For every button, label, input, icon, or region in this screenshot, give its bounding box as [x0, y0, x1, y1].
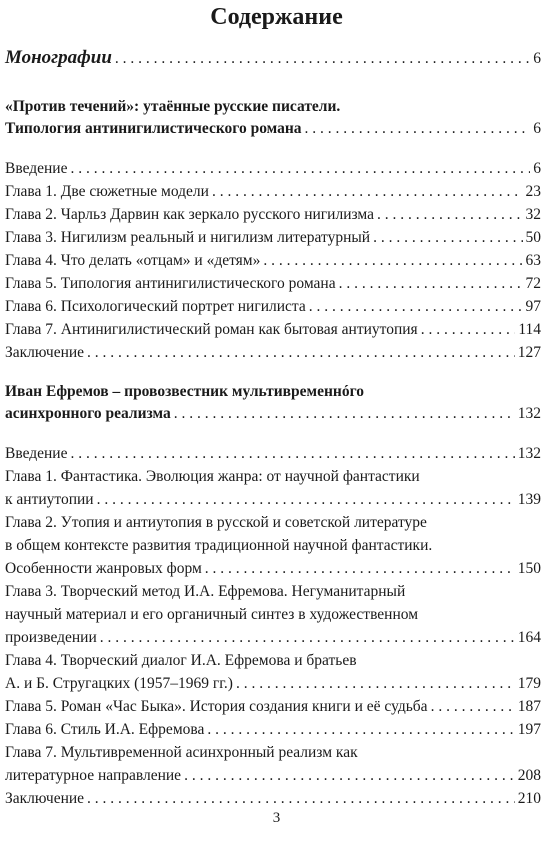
page-title: Содержание [210, 4, 343, 30]
toc-entry-text: Особенности жанровых форм [5, 560, 202, 577]
leader-dots [305, 119, 531, 139]
leader-dots [100, 628, 515, 648]
toc-entry-text: литературное направление [5, 767, 182, 784]
leader-dots [115, 49, 530, 69]
toc-page-number: 6 [533, 50, 541, 67]
toc-page-number: 6 [533, 160, 541, 177]
toc-entry [5, 159, 541, 179]
toc-section-monographs [5, 48, 541, 69]
toc-entry-text: Заключение [5, 344, 85, 361]
leader-dots [431, 697, 515, 717]
toc-page-number: 23 [525, 183, 541, 200]
toc-entry-text: Глава 1. Две сюжетные модели [5, 183, 209, 200]
leader-dots [263, 251, 522, 271]
toc-entry [5, 559, 541, 579]
monograph-1-heading-line1: «Против течений»: утаённые русские писатели. [5, 98, 341, 115]
leader-dots [97, 490, 515, 510]
toc-entry-text: к антиутопии [5, 491, 94, 508]
leader-dots [70, 444, 514, 464]
monograph-2-heading-line1: Иван Ефремов – провозвестник мультивременнóго [5, 383, 364, 400]
leader-dots [373, 228, 522, 248]
toc-page-number: 187 [517, 698, 541, 715]
leader-dots [236, 674, 515, 694]
leader-dots [87, 789, 515, 809]
toc-entry-text: Глава 4. Что делать «отцам» и «детям» [5, 252, 261, 269]
leader-dots [309, 297, 523, 317]
toc-entry-text: произведении [5, 629, 97, 646]
leader-dots [339, 274, 523, 294]
leader-dots [207, 720, 514, 740]
toc-entry [5, 205, 541, 225]
toc-entry-line: Глава 7. Мультивременной асинхронный реализм как [5, 744, 358, 761]
toc-section-label: Монографии [5, 47, 112, 68]
toc-entry-text: Глава 2. Чарльз Дарвин как зеркало русского нигилизма [5, 206, 374, 223]
toc-page-number: 132 [517, 445, 541, 462]
toc-entry [5, 789, 541, 809]
toc-entry-text: Глава 5. Типология антинигилистического романа [5, 275, 336, 292]
leader-dots [421, 320, 516, 340]
toc-entry-text: Глава 3. Нигилизм реальный и нигилизм литературный [5, 229, 371, 246]
toc-heading-text: асинхронного реализма [5, 405, 171, 422]
toc-page-number: 208 [517, 767, 541, 784]
leader-dots [70, 159, 530, 179]
leader-dots [377, 205, 523, 225]
monograph-2-heading [5, 404, 541, 424]
toc-page-number: 132 [517, 405, 541, 422]
toc-page-number: 63 [525, 252, 541, 269]
toc-entry-line: в общем контексте развития традиционной научной фантастики. [5, 537, 433, 554]
toc-page-number: 150 [517, 560, 541, 577]
toc-page-number: 164 [517, 629, 541, 646]
toc-page-number: 179 [517, 675, 541, 692]
toc-page-number: 72 [525, 275, 541, 292]
toc-entry-line: Глава 1. Фантастика. Эволюция жанра: от научной фантастики [5, 468, 420, 485]
toc-entry [5, 490, 541, 510]
toc-entry [5, 444, 541, 464]
leader-dots [174, 404, 515, 424]
toc-entry [5, 297, 541, 317]
toc-entry-text: Введение [5, 445, 68, 462]
leader-dots [212, 182, 523, 202]
toc-entry [5, 274, 541, 294]
toc-entry [5, 674, 541, 694]
toc-entry [5, 720, 541, 740]
toc-page-number: 210 [517, 790, 541, 807]
leader-dots [205, 559, 515, 579]
toc-page-number: 6 [533, 120, 541, 137]
toc-page-number: 139 [517, 491, 541, 508]
toc-page-number: 114 [518, 321, 541, 338]
toc-page-number: 97 [525, 298, 541, 315]
page-footer-number: 3 [272, 810, 281, 826]
toc-entry-line: Глава 2. Утопия и антиутопия в русской и советской литературе [5, 514, 427, 531]
toc-entry-text: Глава 5. Роман «Час Быка». История создания книги и её судьба [5, 698, 428, 715]
toc-entry-text: Глава 6. Психологический портрет нигилиста [5, 298, 306, 315]
toc-entry-text: Глава 6. Стиль И.А. Ефремова [5, 721, 205, 738]
toc-heading-text: Типология антинигилистического романа [5, 120, 302, 137]
toc-entry-text: Заключение [5, 790, 85, 807]
monograph-1-heading [5, 119, 541, 139]
leader-dots [184, 766, 515, 786]
toc-page-number: 127 [517, 344, 541, 361]
toc-page-number: 50 [525, 229, 541, 246]
toc-entry [5, 228, 541, 248]
toc-entry-line: Глава 3. Творческий метод И.А. Ефремова. Негуманитарный [5, 583, 406, 600]
toc-entry-line: научный материал и его органичный синтез в художественном [5, 606, 419, 623]
toc-entry [5, 182, 541, 202]
toc-page-number: 197 [517, 721, 541, 738]
toc-entry-line: Глава 4. Творческий диалог И.А. Ефремова и братьев [5, 652, 357, 669]
toc-entry [5, 697, 541, 717]
toc-entry [5, 343, 541, 363]
toc-entry [5, 251, 541, 271]
leader-dots [87, 343, 515, 363]
toc-entry-text: А. и Б. Стругацких (1957–1969 гг.) [5, 675, 233, 692]
toc-entry [5, 766, 541, 786]
toc-entry [5, 628, 541, 648]
toc-entry-text: Введение [5, 160, 68, 177]
toc-entry [5, 320, 541, 340]
toc-page-number: 32 [525, 206, 541, 223]
toc-entry-text: Глава 7. Антинигилистический роман как бытовая антиутопия [5, 321, 418, 338]
